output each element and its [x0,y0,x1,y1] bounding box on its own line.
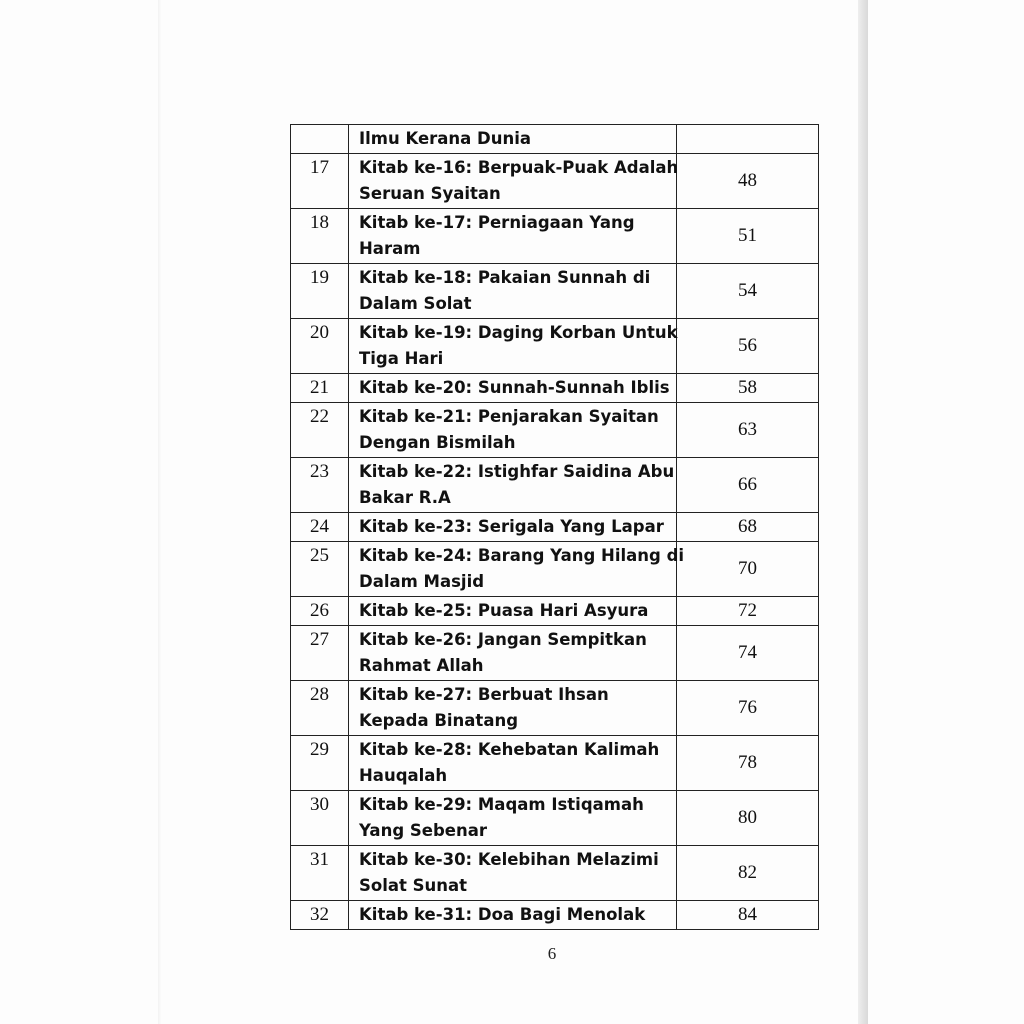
toc-title-line: Kitab ke-24: Barang Yang Hilang di [359,546,685,565]
toc-number-cell: 28 [291,681,349,736]
table-row [291,736,819,791]
table-row [291,681,819,736]
toc-title-line: Yang Sebenar [359,821,487,840]
toc-page-cell: 84 [677,901,819,930]
toc-number-cell: 25 [291,542,349,597]
toc-title-line: Kitab ke-20: Sunnah-Sunnah Iblis [359,378,670,397]
table-row [291,458,819,513]
toc-title-line: Kitab ke-16: Berpuak-Puak Adalah [359,158,679,177]
toc-number-cell: 30 [291,791,349,846]
toc-title-cell [349,791,677,846]
toc-title-line: Dalam Solat [359,294,472,313]
toc-number-cell: 32 [291,901,349,930]
toc-title-cell [349,374,677,403]
toc-page-cell: 66 [677,458,819,513]
toc-title-line: Kepada Binatang [359,711,519,730]
toc-title-line: Kitab ke-25: Puasa Hari Asyura [359,601,649,620]
toc-title-line: Seruan Syaitan [359,184,501,203]
table-row [291,209,819,264]
table-row [291,542,819,597]
toc-title-cell [349,846,677,901]
toc-page-cell: 48 [677,154,819,209]
toc-number-cell: 31 [291,846,349,901]
toc-number-cell: 27 [291,626,349,681]
toc-title-cell [349,513,677,542]
page-number: 6 [547,944,557,963]
toc-title-cell [349,458,677,513]
toc-title-line: Kitab ke-22: Istighfar Saidina Abu [359,462,675,481]
toc-page-cell: 78 [677,736,819,791]
toc-number-cell: 26 [291,597,349,626]
toc-title-line: Kitab ke-28: Kehebatan Kalimah [359,740,660,759]
toc-title-line: Haram [359,239,421,258]
toc-title-line: Kitab ke-31: Doa Bagi Menolak [359,905,646,924]
table-row [291,846,819,901]
toc-number-cell: 23 [291,458,349,513]
toc-title-cell [349,403,677,458]
toc-page-cell: 82 [677,846,819,901]
toc-number-cell: 20 [291,319,349,374]
toc-title-line: Kitab ke-23: Serigala Yang Lapar [359,517,664,536]
toc-number-cell [291,125,349,154]
toc-title-line: Kitab ke-17: Perniagaan Yang [359,213,635,232]
toc-title-line: Hauqalah [359,766,448,785]
toc-number-cell: 17 [291,154,349,209]
toc-page-cell: 51 [677,209,819,264]
toc-title-cell [349,154,677,209]
toc-title-line: Dalam Masjid [359,572,485,591]
page-edge-shadow-left [158,0,161,1024]
toc-title-line: Kitab ke-26: Jangan Sempitkan [359,630,647,649]
toc-number-cell: 22 [291,403,349,458]
toc-title-line: Kitab ke-18: Pakaian Sunnah di [359,268,651,287]
table-row [291,403,819,458]
toc-title-line: Rahmat Allah [359,656,484,675]
table-of-contents [290,124,819,930]
table-row-continued [291,125,819,154]
toc-title-cell: Ilmu Kerana Dunia [349,125,677,154]
toc-title-line: Tiga Hari [359,349,444,368]
toc-title-line: Kitab ke-21: Penjarakan Syaitan [359,407,659,426]
table-row [291,513,819,542]
toc-page-cell: 54 [677,264,819,319]
toc-title-line: Kitab ke-29: Maqam Istiqamah [359,795,644,814]
toc-page-cell: 56 [677,319,819,374]
table-row [291,319,819,374]
table-row [291,374,819,403]
table-row [291,597,819,626]
table-row [291,154,819,209]
page-edge-shadow-right [858,0,868,1024]
toc-number-cell: 19 [291,264,349,319]
toc-title-cell [349,209,677,264]
toc-page-cell [677,125,819,154]
toc-page-cell: 68 [677,513,819,542]
toc-title-cell [349,626,677,681]
toc-title-line: Kitab ke-30: Kelebihan Melazimi [359,850,659,869]
toc-title-cell [349,736,677,791]
toc-number-cell: 29 [291,736,349,791]
toc-title-cell [349,597,677,626]
table-row [291,264,819,319]
toc-page-cell: 63 [677,403,819,458]
table-row [291,791,819,846]
toc-title-line: Dengan Bismilah [359,433,516,452]
toc-page-cell: 76 [677,681,819,736]
toc-title-line: Solat Sunat [359,876,468,895]
toc-title-cell [349,264,677,319]
table-row [291,901,819,930]
toc-page-cell: 74 [677,626,819,681]
toc-page-cell: 72 [677,597,819,626]
toc-title-line: Bakar R.A [359,488,451,507]
toc-number-cell: 18 [291,209,349,264]
toc-page-cell: 58 [677,374,819,403]
toc-page-cell: 70 [677,542,819,597]
toc-title-cell [349,319,677,374]
toc-number-cell: 21 [291,374,349,403]
toc-page-cell: 80 [677,791,819,846]
toc-title-line: Kitab ke-27: Berbuat Ihsan [359,685,609,704]
toc-title-cell [349,681,677,736]
toc-title-line: Kitab ke-19: Daging Korban Untuk [359,323,678,342]
toc-title-cell [349,542,685,597]
toc-title-cell [349,901,677,930]
toc-body [291,125,819,930]
table-row [291,626,819,681]
toc-number-cell: 24 [291,513,349,542]
